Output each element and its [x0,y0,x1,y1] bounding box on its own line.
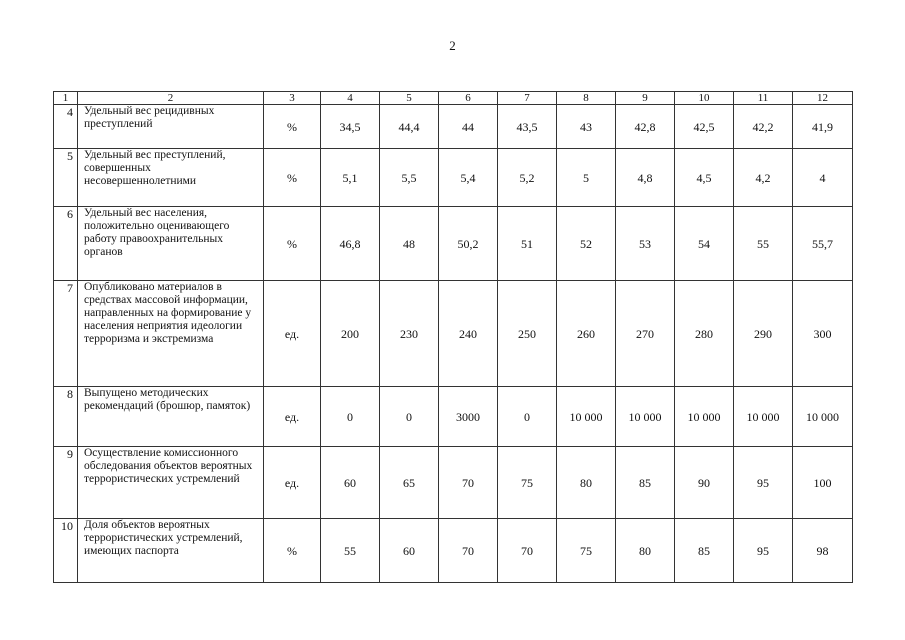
value-cell: 80 [557,447,616,519]
value-cell: 50,2 [439,207,498,281]
indicator-name: Удельный вес населения, положительно оценивающего работу правоохранительных органов [78,207,264,281]
value-cell: 42,2 [734,105,793,149]
unit-cell: % [264,207,321,281]
column-number: 5 [380,92,439,105]
value-cell: 10 000 [734,387,793,447]
value-cell: 52 [557,207,616,281]
value-cell: 230 [380,281,439,387]
value-cell: 85 [616,447,675,519]
value-cell: 10 000 [616,387,675,447]
table-row [54,281,853,387]
row-number: 7 [54,281,78,387]
unit-cell: % [264,519,321,583]
value-cell: 0 [498,387,557,447]
page-number: 2 [449,38,456,53]
column-number: 1 [54,92,78,105]
value-cell: 65 [380,447,439,519]
value-cell: 0 [380,387,439,447]
value-cell: 75 [498,447,557,519]
value-cell: 5,1 [321,149,380,207]
value-cell: 80 [616,519,675,583]
value-cell: 70 [439,447,498,519]
table-row [54,447,853,519]
indicator-name: Доля объектов вероятных террористических устремлений, имеющих паспорта [78,519,264,583]
value-cell: 43 [557,105,616,149]
indicator-name: Выпущено методических рекомендаций (брошюр, памяток) [78,387,264,447]
indicator-name: Опубликовано материалов в средствах массовой информации, направленных на формирование у населения неприятия идеологии терроризма и экстремизма [78,281,264,387]
column-number: 9 [616,92,675,105]
value-cell: 98 [793,519,853,583]
value-cell: 280 [675,281,734,387]
value-cell: 5,4 [439,149,498,207]
value-cell: 260 [557,281,616,387]
value-cell: 46,8 [321,207,380,281]
value-cell: 44,4 [380,105,439,149]
value-cell: 4,8 [616,149,675,207]
value-cell: 55 [734,207,793,281]
value-cell: 60 [380,519,439,583]
value-cell: 41,9 [793,105,853,149]
value-cell: 200 [321,281,380,387]
value-cell: 10 000 [675,387,734,447]
value-cell: 4,2 [734,149,793,207]
value-cell: 43,5 [498,105,557,149]
value-cell: 51 [498,207,557,281]
value-cell: 60 [321,447,380,519]
column-number: 6 [439,92,498,105]
column-number: 4 [321,92,380,105]
value-cell: 5,2 [498,149,557,207]
value-cell: 55 [321,519,380,583]
value-cell: 4,5 [675,149,734,207]
value-cell: 75 [557,519,616,583]
value-cell: 70 [439,519,498,583]
table-row [54,387,853,447]
value-cell: 55,7 [793,207,853,281]
column-number: 8 [557,92,616,105]
unit-cell: % [264,105,321,149]
table-row [54,519,853,583]
value-cell: 240 [439,281,498,387]
indicator-name: Осуществление комиссионного обследования объектов вероятных террористических устремлений [78,447,264,519]
unit-cell: ед. [264,447,321,519]
table-row [54,207,853,281]
value-cell: 42,8 [616,105,675,149]
value-cell: 300 [793,281,853,387]
value-cell: 5,5 [380,149,439,207]
value-cell: 4 [793,149,853,207]
table-row [54,105,853,149]
column-number: 12 [793,92,853,105]
row-number: 5 [54,149,78,207]
value-cell: 100 [793,447,853,519]
value-cell: 70 [498,519,557,583]
column-number: 2 [78,92,264,105]
unit-cell: % [264,149,321,207]
value-cell: 270 [616,281,675,387]
value-cell: 48 [380,207,439,281]
indicator-name: Удельный вес рецидивных преступлений [78,105,264,149]
value-cell: 54 [675,207,734,281]
row-number: 4 [54,105,78,149]
value-cell: 290 [734,281,793,387]
row-number: 9 [54,447,78,519]
value-cell: 53 [616,207,675,281]
value-cell: 95 [734,447,793,519]
column-number: 3 [264,92,321,105]
value-cell: 90 [675,447,734,519]
row-number: 8 [54,387,78,447]
column-number: 10 [675,92,734,105]
column-number-row [54,92,853,105]
value-cell: 85 [675,519,734,583]
value-cell: 95 [734,519,793,583]
indicators-table [53,91,853,583]
value-cell: 42,5 [675,105,734,149]
value-cell: 250 [498,281,557,387]
value-cell: 10 000 [557,387,616,447]
unit-cell: ед. [264,387,321,447]
indicator-name: Удельный вес преступлений, совершенных несовершеннолетними [78,149,264,207]
value-cell: 10 000 [793,387,853,447]
row-number: 10 [54,519,78,583]
table-row [54,149,853,207]
value-cell: 0 [321,387,380,447]
row-number: 6 [54,207,78,281]
value-cell: 3000 [439,387,498,447]
value-cell: 5 [557,149,616,207]
value-cell: 44 [439,105,498,149]
column-number: 7 [498,92,557,105]
unit-cell: ед. [264,281,321,387]
value-cell: 34,5 [321,105,380,149]
column-number: 11 [734,92,793,105]
